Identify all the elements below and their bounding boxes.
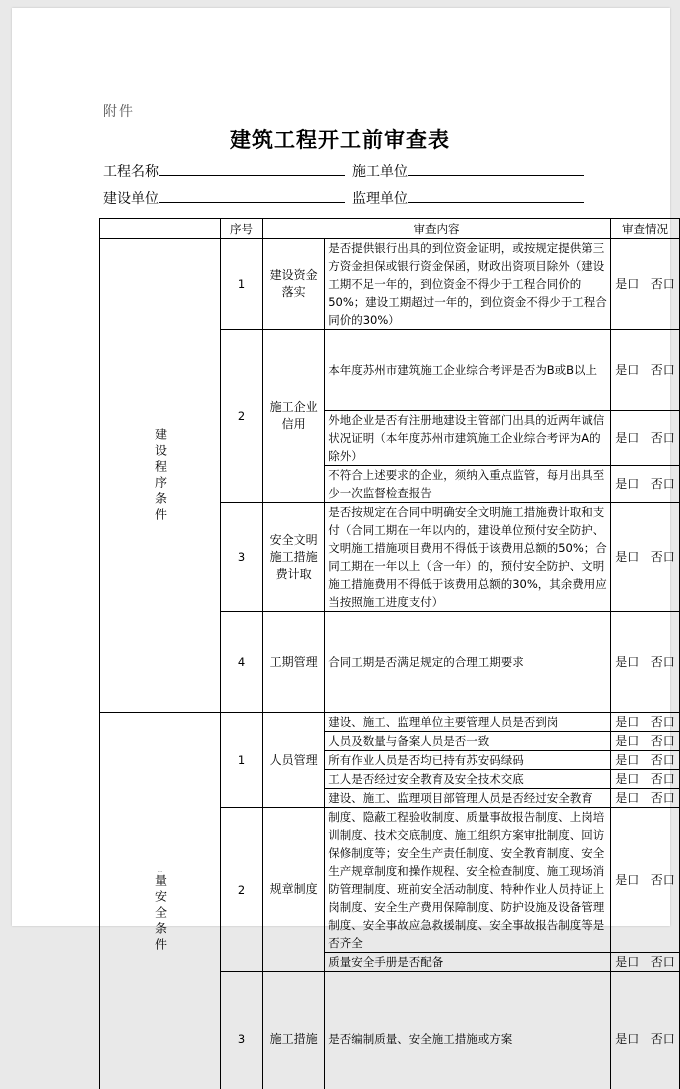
content-cell: 建设、施工、监理单位主要管理人员是否到岗 xyxy=(325,713,611,732)
page-title: 建筑工程开工前审查表 xyxy=(0,124,680,154)
seq-cell: 2 xyxy=(221,330,263,503)
no-option[interactable]: 否口 xyxy=(651,655,675,669)
yes-option[interactable]: 是口 xyxy=(615,772,639,786)
yes-option[interactable]: 是口 xyxy=(615,550,639,564)
yes-option[interactable]: 是口 xyxy=(615,873,639,887)
review-status-cell xyxy=(611,972,680,1089)
item-cell: 规章制度 xyxy=(263,808,325,972)
no-option[interactable]: 否口 xyxy=(651,734,675,748)
yes-option[interactable]: 是口 xyxy=(615,955,639,969)
seq-cell: 1 xyxy=(221,239,263,330)
category-label-mark: .. xyxy=(103,866,217,874)
header-seq: 序号 xyxy=(221,219,263,239)
construction-unit-field xyxy=(352,161,584,181)
content-cell: 制度、隐蔽工程验收制度、质量事故报告制度、上岗培训制度、技术交底制度、施工组织方案审批制度、回访保修制度等；安全生产责任制度、安全教育制度、安全生产规章制度和操作规程、安全检查制度、施工现场消防管理制度、班前安全活动制度、特种作业人员持证上岗制度、安全生产费用保障制度、防护设施及设备管理制度、安全事故应急救援制度、安全事故报告制度等是否齐全 xyxy=(325,808,611,953)
content-cell: 人员及数量与备案人员是否一致 xyxy=(325,732,611,751)
builder-unit-label: 建设单位 xyxy=(103,191,159,207)
content-cell: 是否提供银行出具的到位资金证明，或按规定提供第三方资金担保或银行资金保函，财政出资项目除外（建设工期不足一年的，到位资金不得少于工程合同价的50%；建设工期超过一年的，到位资金不得少于工程合同价的30%） xyxy=(325,239,611,330)
content-cell: 本年度苏州市建筑施工企业综合考评是否为B或B以上 xyxy=(325,330,611,411)
header-category xyxy=(100,219,221,239)
content-cell: 建设、施工、监理项目部管理人员是否经过安全教育 xyxy=(325,789,611,808)
yes-option[interactable]: 是口 xyxy=(615,363,639,377)
no-option[interactable]: 否口 xyxy=(651,873,675,887)
content-cell: 工人是否经过安全教育及安全技术交底 xyxy=(325,770,611,789)
review-status-cell xyxy=(611,808,680,953)
builder-unit-blank[interactable] xyxy=(159,188,345,203)
no-option[interactable]: 否口 xyxy=(651,772,675,786)
yes-option[interactable]: 是口 xyxy=(615,734,639,748)
no-option[interactable]: 否口 xyxy=(651,791,675,805)
yes-option[interactable]: 是口 xyxy=(615,277,639,291)
header-content: 审查内容 xyxy=(263,219,611,239)
content-cell: 不符合上述要求的企业，须纳入重点监管，每月出具至少一次监督检查报告 xyxy=(325,466,611,503)
seq-cell: 2 xyxy=(221,808,263,972)
construction-unit-label: 施工单位 xyxy=(352,164,408,180)
table-header-row xyxy=(100,219,680,239)
no-option[interactable]: 否口 xyxy=(651,431,675,445)
seq-cell: 1 xyxy=(221,713,263,808)
category-label-text: 量安全条件 xyxy=(151,874,170,954)
item-cell: 工期管理 xyxy=(263,612,325,713)
category-label xyxy=(103,866,217,954)
project-name-label: 工程名称 xyxy=(103,164,159,180)
category-cell xyxy=(100,713,221,1089)
seq-cell: 3 xyxy=(221,503,263,612)
item-cell: 施工措施 xyxy=(263,972,325,1089)
table-row xyxy=(100,713,680,732)
item-cell: 人员管理 xyxy=(263,713,325,808)
supervision-unit-blank[interactable] xyxy=(408,188,584,203)
no-option[interactable]: 否口 xyxy=(651,753,675,767)
yes-option[interactable]: 是口 xyxy=(615,791,639,805)
review-status-cell xyxy=(611,411,680,466)
table-row xyxy=(100,239,680,330)
review-table xyxy=(99,218,680,1089)
review-status-cell xyxy=(611,732,680,751)
review-status-cell xyxy=(611,953,680,972)
review-status-cell xyxy=(611,789,680,808)
yes-option[interactable]: 是口 xyxy=(615,753,639,767)
category-cell xyxy=(100,239,221,713)
review-status-cell xyxy=(611,239,680,330)
content-cell: 所有作业人员是否均已持有苏安码绿码 xyxy=(325,751,611,770)
project-name-field xyxy=(103,161,345,181)
supervision-unit-field xyxy=(352,188,584,208)
no-option[interactable]: 否口 xyxy=(651,1032,675,1046)
category-label-text: 建设程序条件 xyxy=(151,428,170,524)
review-status-cell xyxy=(611,330,680,411)
seq-cell: 4 xyxy=(221,612,263,713)
no-option[interactable]: 否口 xyxy=(651,277,675,291)
no-option[interactable]: 否口 xyxy=(651,955,675,969)
no-option[interactable]: 否口 xyxy=(651,363,675,377)
project-name-blank[interactable] xyxy=(159,161,345,176)
item-cell: 安全文明施工措施费计取 xyxy=(263,503,325,612)
yes-option[interactable]: 是口 xyxy=(615,431,639,445)
yes-option[interactable]: 是口 xyxy=(615,715,639,729)
content-cell: 是否按规定在合同中明确安全文明施工措施费计取和支付（合同工期在一年以内的，建设单位预付安全防护、文明施工措施项目费用不得低于该费用总额的50%；合同工期在一年以上（含一年）的，预付安全防护、文明施工措施费用不得低于该费用总额的30%，其余费用应当按照施工进度支付） xyxy=(325,503,611,612)
review-status-cell xyxy=(611,770,680,789)
content-cell: 外地企业是否有注册地建设主管部门出具的近两年诚信状况证明（本年度苏州市建筑施工企业综合考评为A的除外） xyxy=(325,411,611,466)
no-option[interactable]: 否口 xyxy=(651,477,675,491)
attachment-label: 附件 xyxy=(103,101,135,121)
review-status-cell xyxy=(611,612,680,713)
item-cell: 建设资金落实 xyxy=(263,239,325,330)
review-status-cell xyxy=(611,713,680,732)
review-status-cell xyxy=(611,751,680,770)
yes-option[interactable]: 是口 xyxy=(615,655,639,669)
content-cell: 质量安全手册是否配备 xyxy=(325,953,611,972)
review-status-cell xyxy=(611,503,680,612)
no-option[interactable]: 否口 xyxy=(651,715,675,729)
no-option[interactable]: 否口 xyxy=(651,550,675,564)
construction-unit-blank[interactable] xyxy=(408,161,584,176)
supervision-unit-label: 监理单位 xyxy=(352,191,408,207)
review-status-cell xyxy=(611,466,680,503)
item-cell: 施工企业信用 xyxy=(263,330,325,503)
content-cell: 是否编制质量、安全施工措施或方案 xyxy=(325,972,611,1089)
yes-option[interactable]: 是口 xyxy=(615,1032,639,1046)
category-label xyxy=(103,428,217,524)
content-cell: 合同工期是否满足规定的合理工期要求 xyxy=(325,612,611,713)
header-status: 审查情况 xyxy=(611,219,680,239)
yes-option[interactable]: 是口 xyxy=(615,477,639,491)
builder-unit-field xyxy=(103,188,345,208)
seq-cell: 3 xyxy=(221,972,263,1089)
